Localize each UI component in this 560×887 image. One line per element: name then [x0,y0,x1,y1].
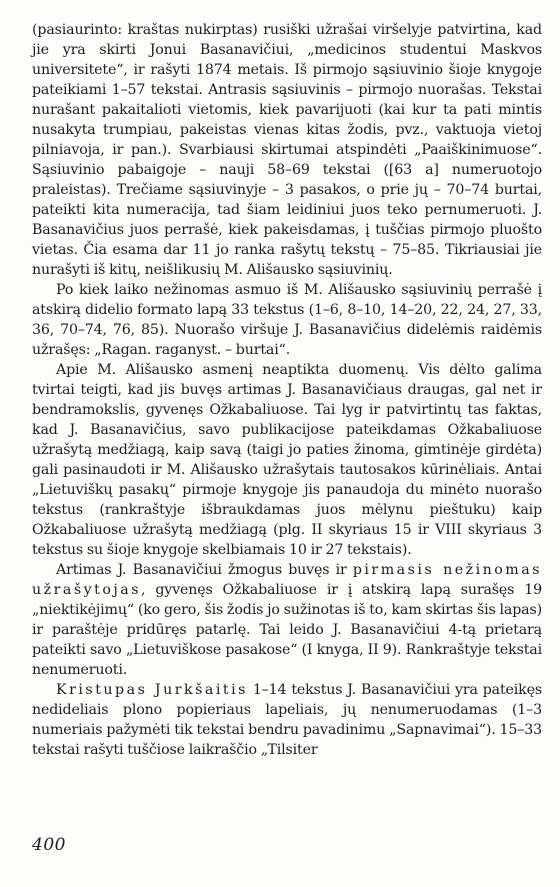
paragraph-4-rest: , gyvenęs Ožkabaliuose ir į atskirą lapą surašęs 19 „niektikėjimų“ (ko gero, šis žodis jo sužinotas iš to, kam skirtas šis lapas) ir paraštėje pridūręs patarlę. Tai leido J. Basanavičiui 4-tą prietarą pateikti savo „Lietuviškose pasakose“ (I knyga, II 9). Rankraštyje tekstai nenumeruoti. [32,582,542,678]
spaced-name-first-unknown-recorder: pirmasis nežinomas užrašytojas [32,562,542,598]
spaced-name-kristupas-jurksaitis: Kristupas Jurkšaitis [56,682,248,698]
body-text [32,20,542,760]
page-number: 400 [32,835,66,855]
paragraph-4-lead: Artimas J. Basanavičiui žmogus buvęs ir [56,562,353,578]
paragraph-5-rest: 1–14 tekstus J. Basanavičiui yra pateikęs nedideliais plono popieriaus lapeliais, jų nenumeruodamas (1–3 numeriais pažymėti tik tekstai bendru pavadinimu „Sapnavimai“). 15–33 tekstai rašyti tuščiose laikraščio „Tilsiter [32,682,542,758]
paragraph-5 [32,680,542,760]
paragraph-2: Po kiek laiko nežinomas asmuo iš M. Ališausko sąsiuvinių perrašė į atskirą didelio formato lapą 33 tekstus (1–6, 8–10, 14–20, 22, 24, 27, 33, 36, 70–74, 76, 85). Nuorašo viršuje J. Basanavičius didelėmis raidėmis užrašęs: „Ragan. raganyst. – burtai“. [32,282,542,358]
paragraph-3: Apie M. Ališausko asmenį neaptikta duomenų. Vis dėlto galima tvirtai teigti, kad jis buvęs artimas J. Basanavičiaus draugas, gal net ir bendramokslis, gyvenęs Ožkabaliuose. Tai lyg ir patvirtintų tas faktas, kad J. Basanavičius, savo publikacijose pateikdamas Ožkabaliuose užrašytą medžiagą, kaip savą (taigi jo paties žinoma, gimtinėje girdėta) gali pasinaudoti ir M. Ališausko užrašytais tautosakos kūrinėliais. Antai „Lietuviškų pasakų“ pirmoje knygoje jis panaudoja du minėto nuorašo tekstus (rankraštyje išbraukdamas juos mėlynu pieštuku) kaip Ožkabaliuose užrašytą medžiagą (plg. II skyriaus 15 ir VIII skyriaus 3 tekstus su šioje knygoje skelbiamais 10 ir 27 tekstais). [32,362,542,558]
paragraph-1: (pasiaurinto: kraštas nukirptas) rusiški užrašai viršelyje patvirtina, kad jie yra skirti Jonui Basanavičiui, „medicinos studentui Maskvos universitete“, ir rašyti 1874 metais. Iš pirmojo sąsiuvinio šioje knygoje pateikiami 1–57 tekstai. Antrasis sąsiuvinis – pirmojo nuorašas. Tekstai nurašant pakaitalioti vietomis, kiek pavarijuoti (kai kur ta pati mintis nusakyta trumpiau, pakeistas vienas kitas žodis, pvz., vaktuoja vietoj pilniavoja, ir pan.). Svarbiausi skirtumai atspindėti „Paaiškinimuose“. Sąsiuvinio pabaigoje – nauji 58–69 tekstai ([63 a] numeruotojo praleistas). Trečiame sąsiuvinyje – 3 pasakos, o prie jų – 70–74 burtai, pateikti kita numeracija, tad šiam leidiniui juos teko pernumeruoti. J. Basanavičius juos perrašė, kiek pakeisdamas, į tuščias pirmojo pluošto vietas. Čia esama dar 11 jo ranka rašytų tekstų – 75–85. Tikriausiai jie nurašyti iš kitų, neišlikusių M. Ališausko sąsiuvinių. [32,22,542,278]
paragraph-4 [32,560,542,680]
